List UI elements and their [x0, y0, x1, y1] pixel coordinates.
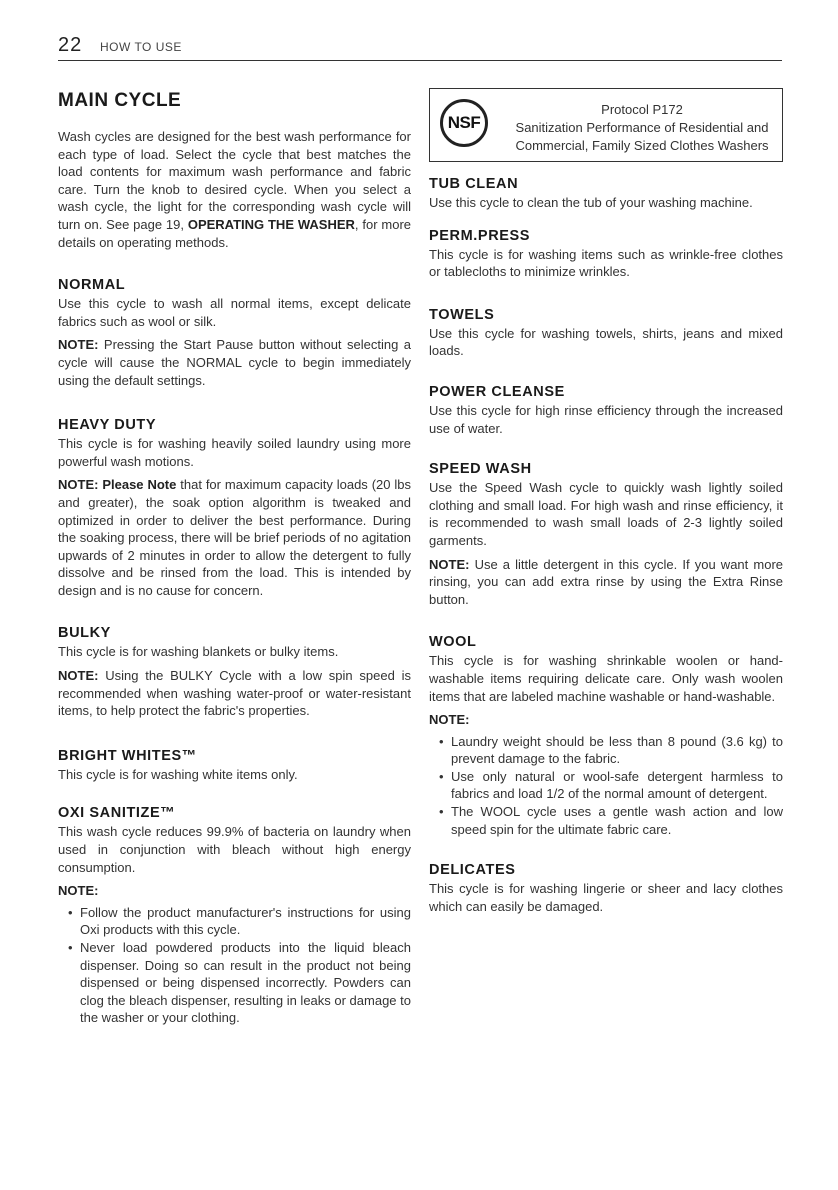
normal-note	[58, 336, 411, 389]
intro-text: Wash cycles are designed for the best wash performance for each type of load. Select the cycle that best matches the load contents for maximum wash performance and fabric care. Turn the knob to desired cycle. When you select a wash cycle, the light for the corresponding wash cycle will turn on. See page 19,	[58, 129, 411, 232]
oxi-note-label	[58, 882, 411, 900]
heading-wool: WOOL	[429, 634, 477, 651]
right-column	[429, 88, 783, 915]
section-normal	[58, 277, 411, 389]
speed-wash-note	[429, 556, 783, 609]
bulky-note	[58, 667, 411, 720]
section-perm-press	[429, 228, 783, 281]
nsf-logo-icon: NSF	[440, 99, 488, 147]
section-tub-clean	[429, 176, 783, 212]
perm-press-text: This cycle is for washing items such as wrinkle-free clothes or tablecloths to minimize wrinkles.	[429, 246, 783, 280]
wool-note-label	[429, 711, 783, 729]
note-label: NOTE:	[429, 556, 470, 572]
note-text: Using the BULKY Cycle with a low spin speed is recommended when washing water-proof or water-resistant items, to help protect the fabric's properties.	[58, 668, 411, 719]
section-bright-whites	[58, 748, 411, 784]
wool-note-list	[429, 733, 783, 839]
note-text: Pressing the Start Pause button without selecting a cycle will cause the NORMAL cycle to begin immediately using the default settings.	[58, 337, 411, 388]
list-item: • Laundry weight should be less than 8 pound (3.6 kg) to prevent damage to the fabric.	[451, 733, 783, 768]
nsf-description-line2: Commercial, Family Sized Clothes Washers	[515, 138, 769, 153]
power-cleanse-text: Use this cycle for high rinse efficiency through the increased use of water.	[429, 402, 783, 436]
nsf-text	[510, 101, 774, 155]
note-label: NOTE:	[429, 712, 470, 728]
oxi-note-list	[58, 904, 411, 1027]
nsf-protocol: Protocol P172	[601, 102, 683, 117]
note-label: NOTE: Please Note	[58, 477, 177, 493]
heading-speed-wash: SPEED WASH	[429, 461, 532, 478]
note-label: NOTE:	[58, 337, 99, 353]
section-label: HOW TO USE	[100, 40, 182, 54]
delicates-text: This cycle is for washing lingerie or sheer and lacy clothes which can easily be damaged.	[429, 881, 783, 914]
heavy-duty-text: This cycle is for washing heavily soiled laundry using more powerful wash motions.	[58, 436, 411, 469]
heading-normal: NORMAL	[58, 277, 126, 294]
left-column	[58, 90, 411, 1027]
note-text: Use a little detergent in this cycle. If you want more rinsing, you can add extra rinse by using the Extra Rinse button.	[429, 556, 783, 607]
heading-perm-press: PERM.PRESS	[429, 227, 531, 244]
intro-text-end: , for more details on operating methods.	[58, 216, 411, 250]
bulky-text: This cycle is for washing blankets or bulky items.	[58, 644, 339, 660]
section-heavy-duty	[58, 417, 411, 599]
heading-tub-clean: TUB CLEAN	[429, 176, 519, 192]
heading-heavy-duty: HEAVY DUTY	[58, 417, 157, 434]
normal-text: Use this cycle to wash all normal items, except delicate fabrics such as wool or silk.	[58, 296, 411, 329]
note-label: NOTE:	[58, 883, 99, 899]
section-towels	[429, 307, 783, 360]
intro-reference: OPERATING THE WASHER	[187, 216, 355, 232]
wool-text: This cycle is for washing shrinkable woolen or hand-washable items requiring delicate care. Only wash woolen items that are labeled machine washable or hand-washable.	[429, 653, 783, 704]
tub-clean-text: Use this cycle to clean the tub of your washing machine.	[429, 195, 753, 210]
heading-bulky: BULKY	[58, 625, 111, 642]
page-number: 22	[58, 34, 83, 56]
list-item: • Never load powdered products into the liquid bleach dispenser. Doing so can result in the product not being dispensed or being dispensed incorrectly. Powders can clog the bleach dispenser, resulting in leaks or damage to the washer or your clothing.	[80, 939, 411, 1027]
nsf-description-line1: Sanitization Performance of Residential and	[515, 120, 769, 135]
heading-power-cleanse: POWER CLEANSE	[429, 383, 565, 400]
section-wool	[429, 634, 783, 838]
note-text: that for maximum capacity loads (20 lbs and greater), the soak option algorithm is tweaked and optimized in order to deliver the best performance. During the soaking process, there will be brief periods of no agitation upwards of 2 minutes in order to allow the detergent to fully dissolve and be rinsed from the load. This is intended by design and is no cause for concern.	[58, 477, 411, 598]
heading-towels: TOWELS	[429, 306, 495, 323]
section-delicates	[429, 862, 783, 915]
list-item: • The WOOL cycle uses a gentle wash action and low speed spin for the ultimate fabric care.	[451, 803, 783, 838]
heavy-duty-note	[58, 476, 411, 599]
note-label: NOTE:	[58, 668, 99, 684]
heading-delicates: DELICATES	[429, 862, 516, 879]
page-header	[58, 34, 782, 61]
section-oxi-sanitize	[58, 805, 411, 1027]
towels-text: Use this cycle for washing towels, shirts, jeans and mixed loads.	[429, 325, 783, 359]
speed-wash-text: Use the Speed Wash cycle to quickly wash lightly soiled clothing and small load. For high wash and rinse efficiency, it is recommended to wash small loads of 2-3 lightly soiled garments.	[429, 480, 783, 548]
list-item: • Follow the product manufacturer's instructions for using Oxi products with this cycle.	[80, 904, 411, 939]
section-power-cleanse	[429, 384, 783, 437]
oxi-sanitize-text: This wash cycle reduces 99.9% of bacteria on laundry when used in conjunction with bleach without high energy consumption.	[58, 824, 411, 875]
section-speed-wash	[429, 461, 783, 608]
intro-paragraph	[58, 128, 411, 251]
section-bulky	[58, 625, 411, 719]
heading-oxi-sanitize: OXI SANITIZE™	[58, 805, 176, 822]
list-item: • Use only natural or wool-safe detergent harmless to fabrics and load 1/2 of the normal amount of detergent.	[451, 768, 783, 803]
heading-bright-whites: BRIGHT WHITES™	[58, 747, 197, 764]
page-title: MAIN CYCLE	[58, 90, 182, 111]
bright-whites-text: This cycle is for washing white items only.	[58, 766, 298, 782]
nsf-certification-box	[429, 88, 783, 162]
